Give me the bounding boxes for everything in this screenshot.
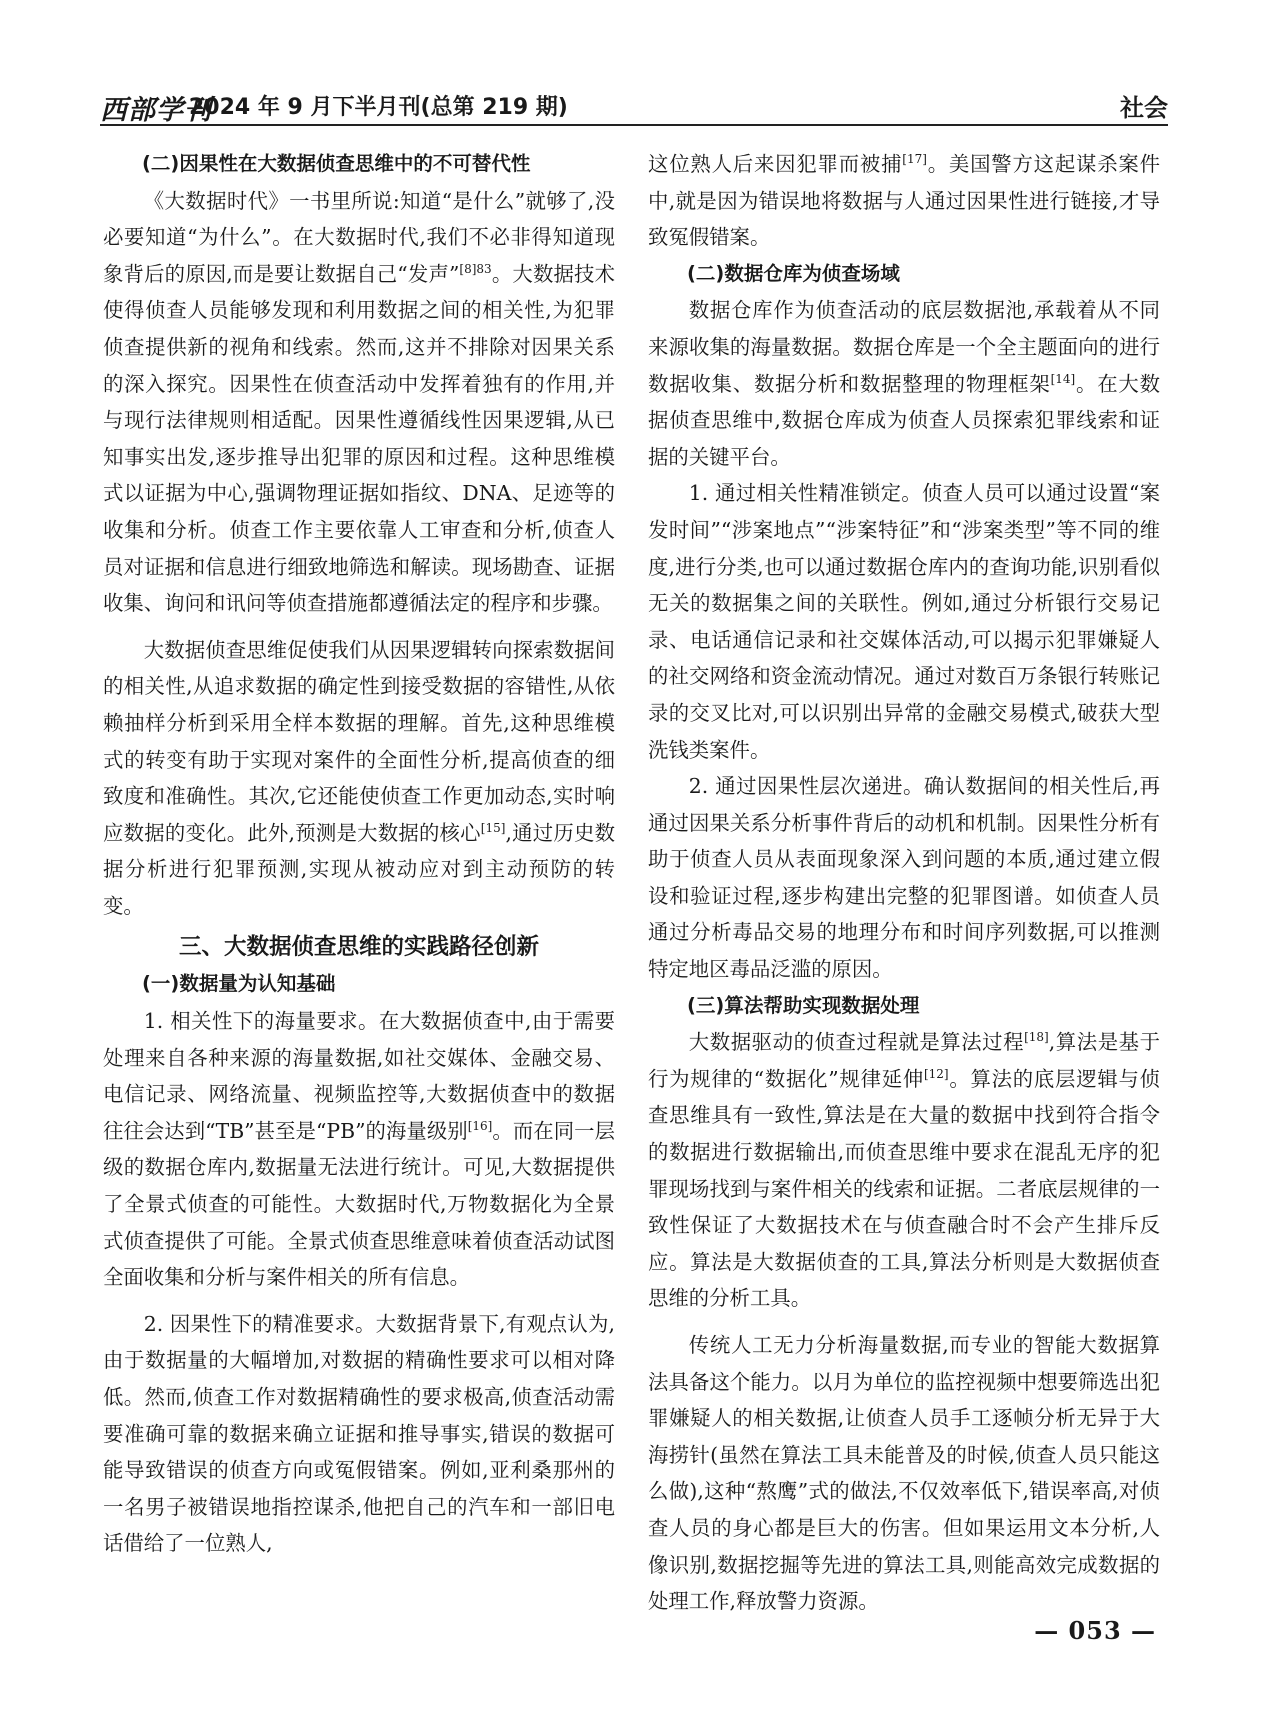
paragraph: 2. 通过因果性层次递进。确认数据间的相关性后,再通过因果关系分析事件背后的动机和机制。因果性分析有助于侦查人员从表面现象深入到问题的本质,通过建立假设和验证过程,逐步构建出完整的犯罪图谱。如侦查人员通过分析毒品交易的地理分布和时间序列数据,可以推测特定地区毒品泛滥的原因。 (648, 774, 1160, 982)
paragraph: 大数据侦查思维促使我们从因果逻辑转向探索数据间的相关性,从追求数据的确定性到接受数据的容错性,从依赖抽样分析到采用全样本数据的理解。首先,这种思维模式的转变有助于实现对案件的全面性分析,提高侦查的细致度和准确性。其次,它还能使侦查工作更加动态,实时响应数据的变化。此外,预测是大数据的核心[15],通过历史数据分析进行犯罪预测,实现从被动应对到主动预防的转变。 (103, 637, 615, 918)
paragraph: 大数据驱动的侦查过程就是算法过程[18],算法是基于行为规律的“数据化”规律延伸[12]。算法的底层逻辑与侦查思维具有一致性,算法是在大量的数据中找到符合指令的数据进行数据输出,而侦查思维中要求在混乱无序的犯罪现场找到与案件相关的线索和证据。二者底层规律的一致性保证了大数据技术在与侦查融合时不会产生排斥反应。算法是大数据侦查的工具,算法分析则是大数据侦查思维的分析工具。 (648, 1030, 1160, 1311)
citation: [18] (1024, 1030, 1049, 1045)
section-heading: 三、大数据侦查思维的实践路径创新 (178, 934, 539, 961)
page-number: — 053 — (1034, 1616, 1156, 1645)
paragraph: 《大数据时代》一书里所说:知道“是什么”就够了,没必要知道“为什么”。在大数据时代,我们不必非得知道现象背后的原因,而是要让数据自己“发声”$^{[8]83}$。大数据技术使得侦查人员能够发现和利用数据之间的相关性,为犯罪侦查提供新的视角和线索。然而,这并不排除对因果关系的深入探究。因果性在侦查活动中发挥着独有的作用,并与现行法律规则相适配。因果性遵循线性因果逻辑,从已知事实出发,逐步推导出犯罪的原因和过程。这种思维模式以证据为中心,强调物理证据如指纹、DNA、足迹等的收集和分析。侦查工作主要依靠人工审查和分析,侦查人员对证据和信息进行细致地筛选和解读。现场勘查、证据收集、询问和讯问等侦查措施都遵循法定的程序和步骤。 (103, 188, 615, 616)
paragraph: 1. 相关性下的海量要求。在大数据侦查中,由于需要处理来自各种来源的海量数据,如社交媒体、金融交易、电信记录、网络流量、视频监控等,大数据侦查中的数据往往会达到“TB”甚至是“PB”的海量级别[16]。而在同一层级的数据仓库内,数据量无法进行统计。可见,大数据提供了全景式侦查的可能性。大数据时代,万物数据化为全景式侦查提供了可能。全景式侦查思维意味着侦查活动试图全面收集和分析与案件相关的所有信息。 (103, 1009, 615, 1290)
citation: [14] (1050, 371, 1076, 386)
citation: [16] (467, 1118, 493, 1133)
subsection-heading: (二)因果性在大数据侦查思维中的不可替代性 (142, 152, 531, 175)
subsection-heading: (二)数据仓库为侦查场域 (687, 261, 900, 285)
journal-logo: 西部学刊 (100, 95, 212, 126)
section-label: 社会 (1120, 94, 1168, 122)
page-header (100, 84, 1168, 126)
right-column (648, 146, 1160, 1620)
paragraph: 传统人工无力分析海量数据,而专业的智能大数据算法具备这个能力。以月为单位的监控视频中想要筛选出犯罪嫌疑人的相关数据,让侦查人员手工逐帧分析无异于大海捞针(虽然在算法工具未能普及的时候,侦查人员只能这么做),这种“熬鹰”式的做法,不仅效率低下,错误率高,对侦查人员的身心都是巨大的伤害。但如果运用文本分析,人像识别,数据挖掘等先进的算法工具,则能高效完成数据的处理工作,释放警力资源。 (648, 1333, 1160, 1614)
paragraph: 2. 因果性下的精准要求。大数据背景下,有观点认为,由于数据量的大幅增加,对数据的精确性要求可以相对降低。然而,侦查工作对数据精确性的要求极高,侦查活动需要准确可靠的数据来确立证据和推导事实,错误的数据可能导致错误的侦查方向或冤假错案。例如,亚利桑那州的一名男子被错误地指控谋杀,他把自己的汽车和一部旧电话借给了一位熟人, (103, 1311, 615, 1556)
citation: [17] (902, 152, 927, 166)
paragraph: 这位熟人后来因犯罪而被捕[17]。美国警方这起谋杀案件中,就是因为错误地将数据与人通过因果性进行链接,才导致冤假错案。 (648, 152, 1161, 250)
subsection-heading: (一)数据量为认知基础 (142, 972, 336, 996)
subsection-heading: (三)算法帮助实现数据处理 (687, 993, 920, 1017)
paragraph: 数据仓库作为侦查活动的底层数据池,承载着从不同来源收集的海量数据。数据仓库是一个全主题面向的进行数据收集、数据分析和数据整理的物理框架[14]。在大数据侦查思维中,数据仓库成为侦查人员探索犯罪线索和证据的关键平台。 (648, 298, 1161, 469)
citation: [8]83 (459, 261, 492, 276)
left-column (103, 146, 615, 1562)
issue-info: 2024 年 9 月下半月刊(总第 219 期) (189, 95, 568, 120)
citation: [12] (923, 1066, 949, 1081)
citation: [15] (480, 820, 506, 835)
paragraph: 1. 通过相关性精准锁定。侦查人员可以通过设置“案发时间”“涉案地点”“涉案特征”和“涉案类型”等不同的维度,进行分类,也可以通过数据仓库内的查询功能,识别看似无关的数据集之间的关联性。例如,通过分析银行交易记录、电话通信记录和社交媒体活动,可以揭示犯罪嫌疑人的社交网络和资金流动情况。通过对数百万条银行转账记录的交叉比对,可以识别出异常的金融交易模式,破获大型洗钱类案件。 (648, 481, 1160, 762)
